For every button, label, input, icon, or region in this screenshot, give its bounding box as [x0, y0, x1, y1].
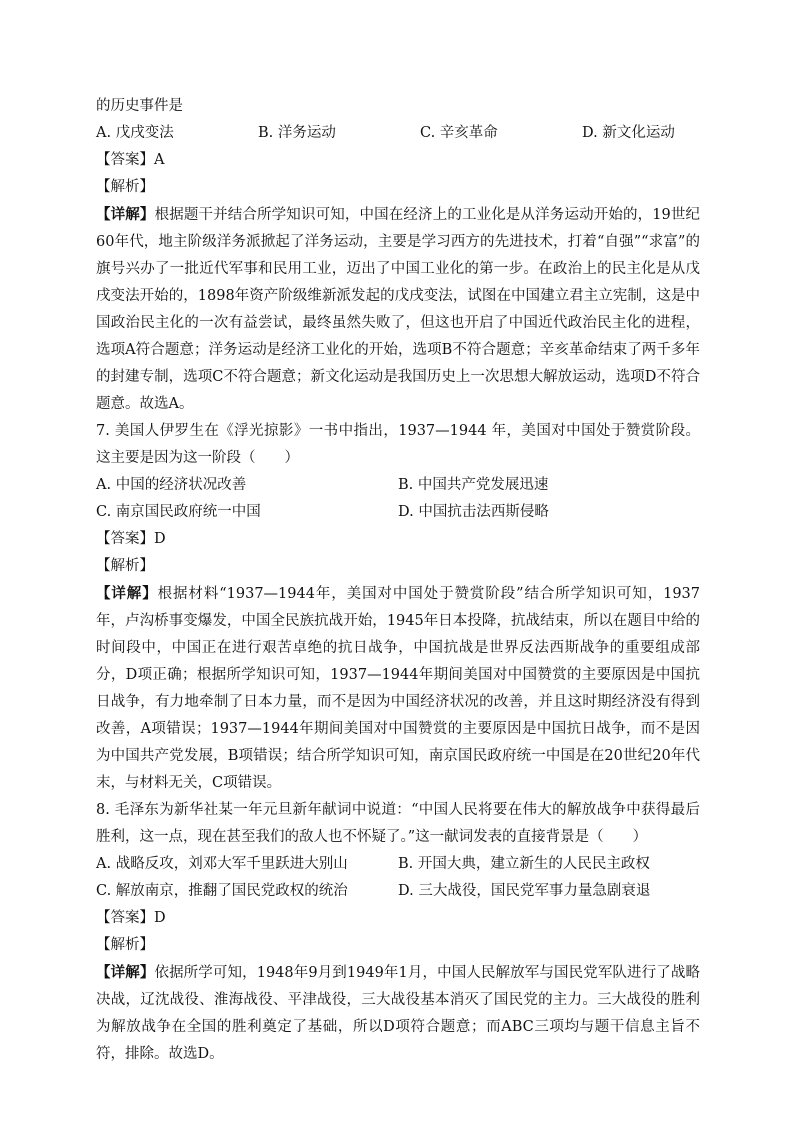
q7-options-row2 — [96, 499, 700, 526]
q7-answer: 【答案】D — [96, 531, 166, 547]
q6-option-b: B. 洋务运动 — [258, 125, 336, 141]
q6-options — [96, 120, 700, 147]
q8-stem: 8. 毛泽东为新华社某一年元旦新年献词中说道：“中国人民将要在伟大的解放战争中获得最后胜利，这一点，现在甚至我们的敌人也不怀疑了。”这一献词发表的直接背景是（ ） — [96, 802, 700, 845]
q7-option-b: B. 中国共产党发展迅速 — [398, 477, 549, 493]
q6-option-c: C. 辛亥革命 — [420, 125, 498, 141]
q8-options-row2 — [96, 878, 700, 905]
q7-detail — [96, 580, 700, 797]
q8-option-d: D. 三大战役，国民党军事力量急剧衰退 — [398, 883, 651, 899]
document-page — [96, 93, 700, 1068]
q6-option-a: A. 戊戌变法 — [96, 125, 174, 141]
q8-options-row1 — [96, 851, 700, 878]
q8-detail-text: 依据所学可知，1948年9月到1949年1月，中国人民解放军与国民党军队进行了战略决战，辽沈战役、淮海战役、平津战役，三大战役基本消灭了国民党的主力。三大战役的胜利为解放战争在全国的胜利奠定了基础，所以D项符合题意；而ABC三项均与题干信息主旨不符，排除。故选D。 — [96, 965, 700, 1062]
q7-options-row1 — [96, 472, 700, 499]
q6-answer: 【答案】A — [96, 152, 165, 168]
q8-detail — [96, 959, 700, 1068]
q7-detail-text: 根据材料“1937—1944年，美国对中国处于赞赏阶段”结合所学知识可知，1937年，卢沟桥事变爆发，中国全民族抗战开始，1945年日本投降，抗战结束，所以在题目中给的时间段中，中国正在进行艰苦卓绝的抗日战争，中国抗战是世界反法西斯战争的重要组成部分，D项正确；根据所学知识可知，1937—1944年期间美国对中国赞赏的主要原因是中国抗日战争，有力地牵制了日本力量，而不是因为中国经济状况的改善，并且这时期经济没有得到改善，A项错误；1937—1944年期间美国对中国赞赏的主要原因是中国抗日战争，而不是因为中国共产党发展，B项错误；结合所学知识可知，南京国民政府统一中国是在20世纪20年代末，与材料无关，C项错误。 — [96, 586, 701, 791]
q6-option-d: D. 新文化运动 — [582, 125, 675, 141]
q7-analysis-label: 【解析】 — [96, 558, 154, 574]
q7-stem: 7. 美国人伊罗生在《浮光掠影》一书中指出，1937—1944 年，美国对中国处于赞赏阶段。这主要是因为这一阶段（ ） — [96, 423, 700, 466]
q6-detail-text: 根据题干并结合所学知识可知，中国在经济上的工业化是从洋务运动开始的，19世纪60年代，地主阶级洋务派掀起了洋务运动，主要是学习西方的先进技术，打着“自强”“求富”的旗号兴办了一批近代军事和民用工业，迈出了中国工业化的第一步。在政治上的民主化是从戊戌变法开始的，1898年资产阶级维新派发起的戊戌变法，试图在中国建立君主立宪制，这是中国政治民主化的一次有益尝试，最终虽然失败了，但这也开启了中国近代政治民主化的进程，选项A符合题意；洋务运动是经济工业化的开始，选项B不符合题意；辛亥革命结束了两千多年的封建专制，选项C不符合题意；新文化运动是我国历史上一次思想大解放运动，选项D不符合题意。故选A。 — [96, 207, 701, 412]
q6-detail — [96, 201, 700, 418]
q7-option-c: C. 南京国民政府统一中国 — [96, 504, 261, 520]
q7-detail-tag: 【详解】 — [96, 585, 158, 602]
q8-detail-tag: 【详解】 — [96, 964, 155, 981]
q6-analysis-label: 【解析】 — [96, 179, 154, 195]
q7-option-d: D. 中国抗击法西斯侵略 — [398, 504, 549, 520]
q8-option-a: A. 战略反攻，刘邓大军千里跃进大别山 — [96, 856, 348, 872]
q6-stem-tail: 的历史事件是 — [96, 98, 183, 114]
q6-detail-tag: 【详解】 — [96, 206, 155, 223]
q8-answer: 【答案】D — [96, 910, 166, 926]
q8-analysis-label: 【解析】 — [96, 937, 154, 953]
q7-option-a: A. 中国的经济状况改善 — [96, 477, 247, 493]
q8-option-b: B. 开国大典，建立新生的人民民主政权 — [398, 856, 650, 872]
q8-option-c: C. 解放南京，推翻了国民党政权的统治 — [96, 883, 348, 899]
